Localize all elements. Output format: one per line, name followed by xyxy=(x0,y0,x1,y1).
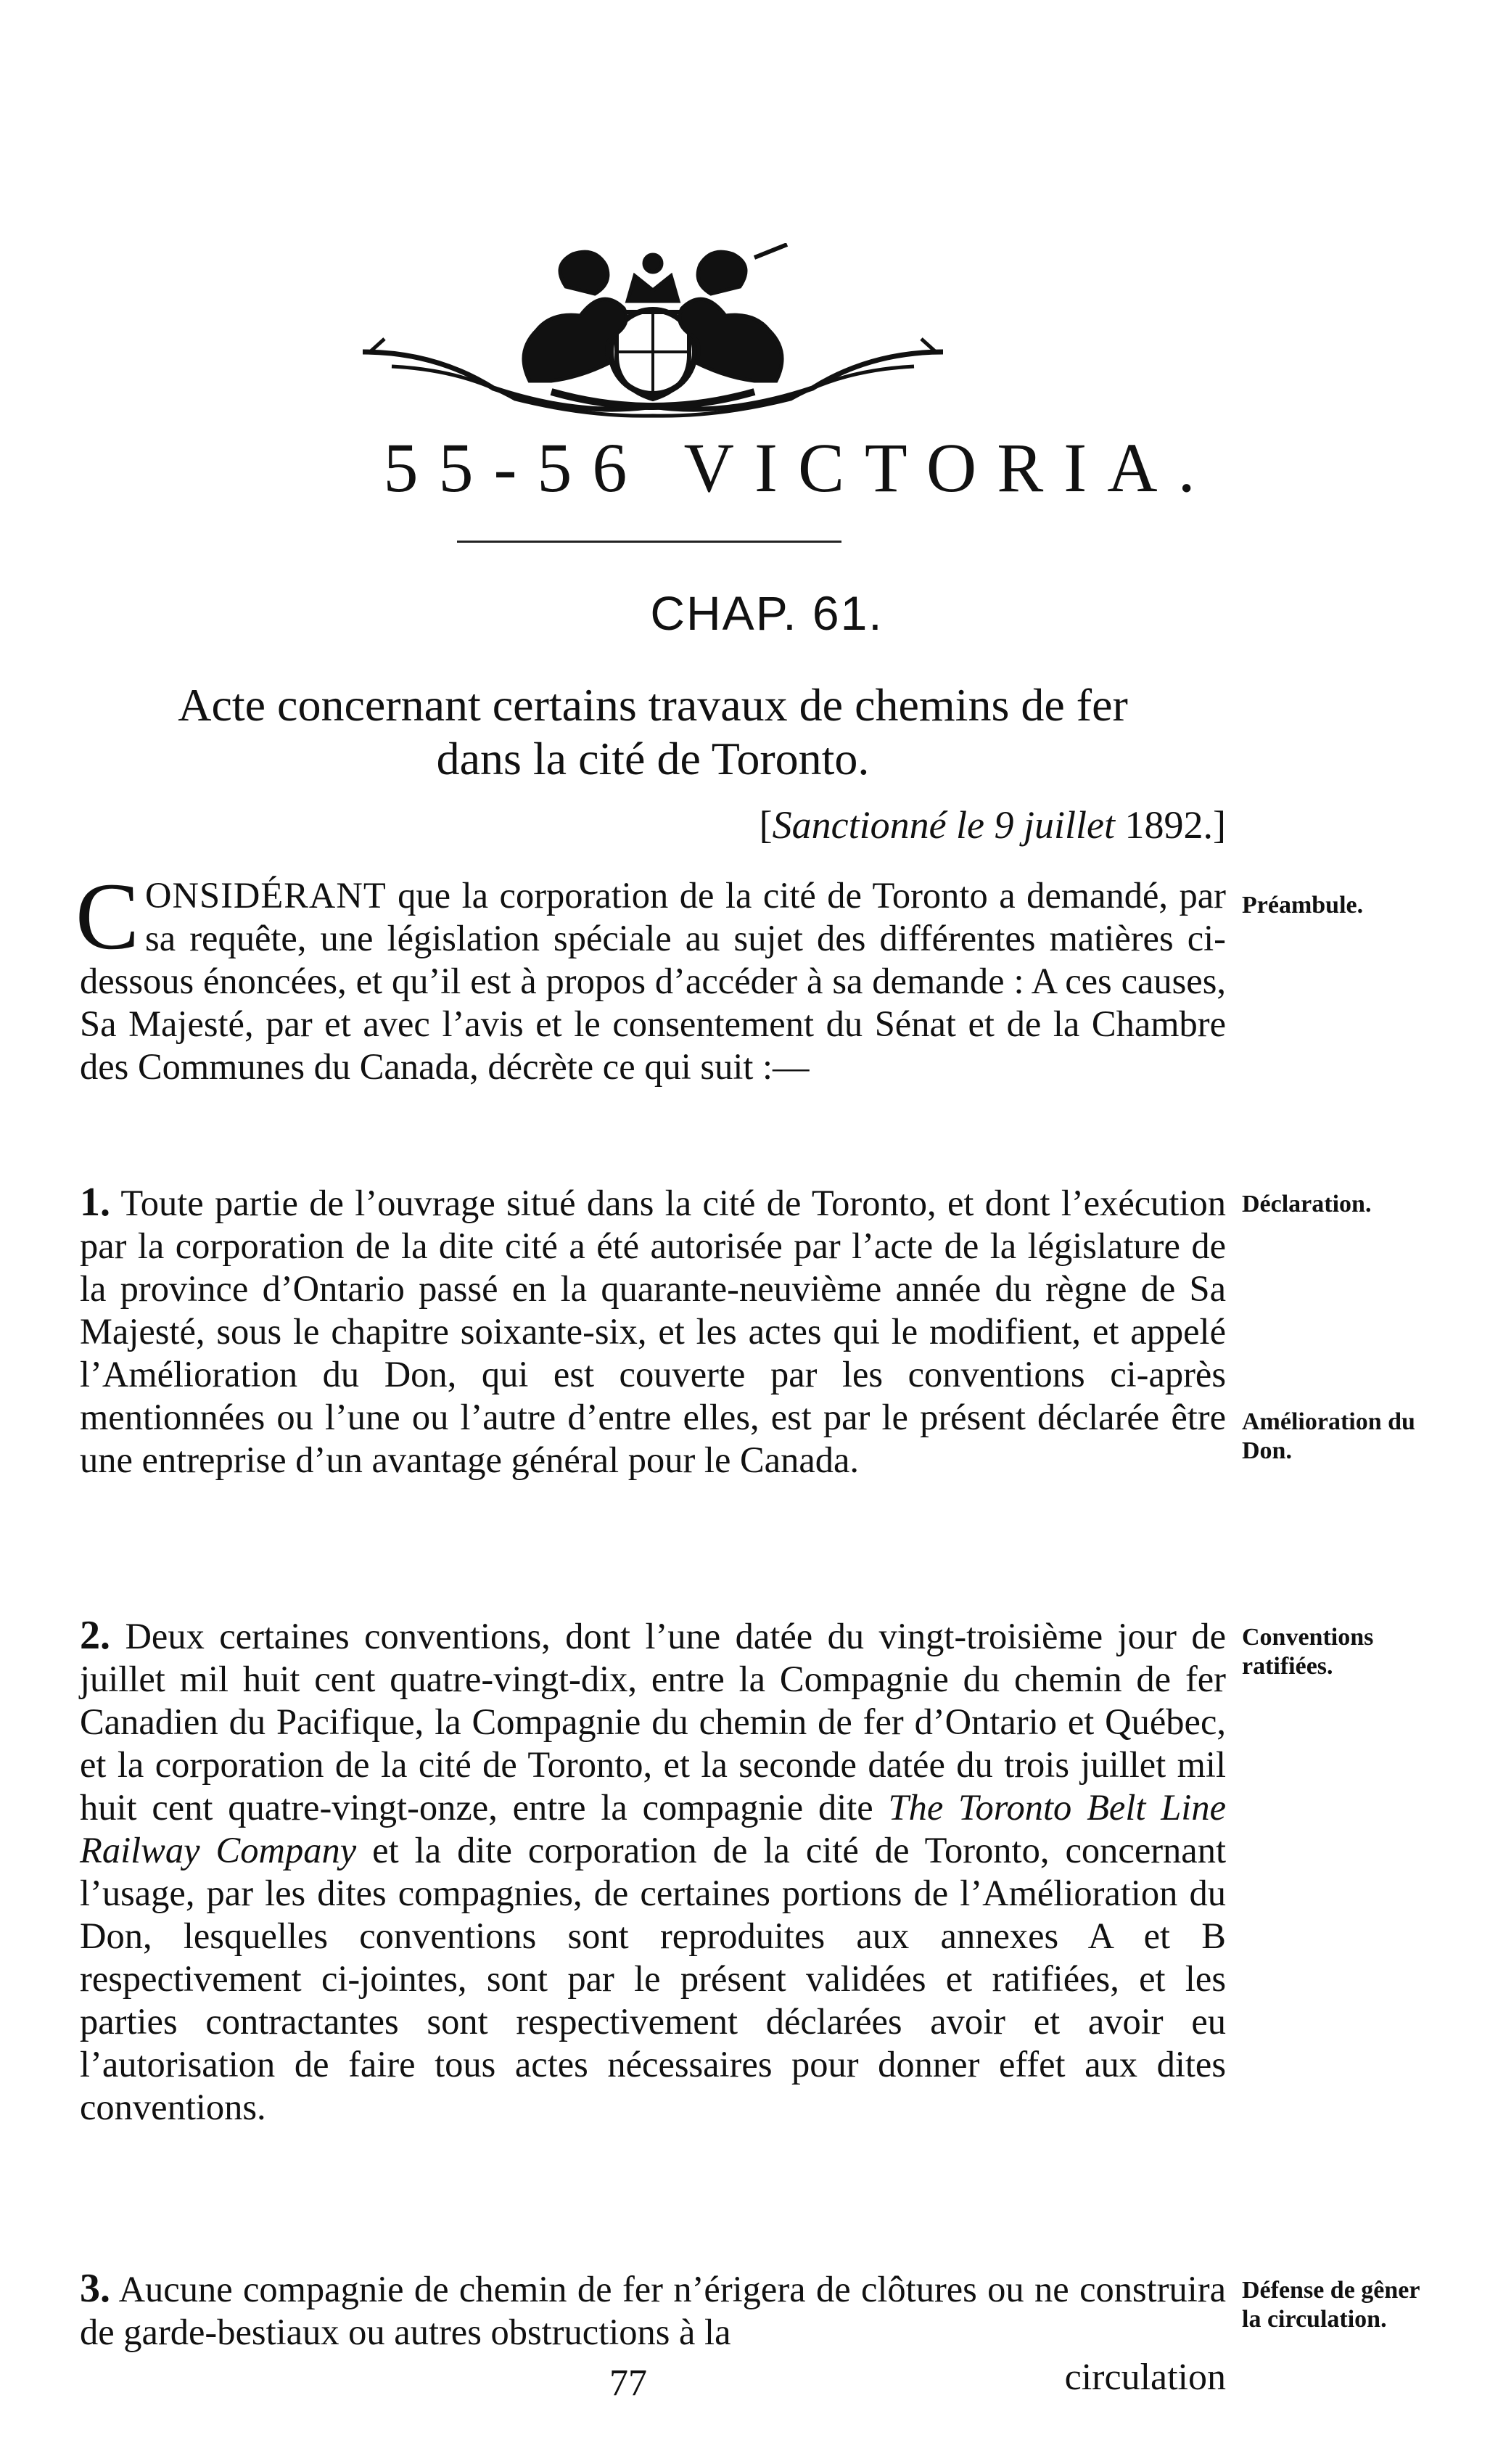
section-2 xyxy=(80,1614,1226,2129)
section-1 xyxy=(80,1181,1226,1482)
drop-cap: C xyxy=(75,863,140,969)
catchword: circulation xyxy=(1064,2357,1226,2398)
company-name: The Toronto Belt Line Railway Company xyxy=(80,1787,1226,1870)
assent-bracket: [ xyxy=(759,803,773,847)
marginal-note-declaration: Déclaration. xyxy=(1242,1191,1372,1217)
page-number: 77 xyxy=(609,2362,647,2404)
marginal-note-preamble: Préambule. xyxy=(1242,892,1364,919)
preamble-paragraph xyxy=(75,863,1226,1088)
chapter-number: CHAP. 61. xyxy=(650,586,884,640)
regnal-year-heading: 55-56 VICTORIA. xyxy=(383,429,1216,506)
assent-year: 1892.] xyxy=(1115,803,1226,847)
divider xyxy=(457,541,841,543)
marginal-note-conventions: Conventions ratifiées. xyxy=(1242,1624,1374,1680)
section-text: et la dite corporation de la cité de Toronto, concernant l’usage, par les dites compagnies, de certaines portions de l’Amélioration du Don, lesquelles conventions sont reproduites aux annexes A et B respectivement ci-jointes, sont par le présent validées et ratifiées, et les parties contractantes sont respectivement déclarées avoir et avoir eu l’autorisation de faire tous actes nécessaires pour donner effet aux dites conventions. xyxy=(80,1830,1227,2127)
section-number: 2. xyxy=(80,1613,110,1658)
marginal-note-don: Amélioration du Don. xyxy=(1242,1408,1415,1464)
act-title xyxy=(73,678,1233,786)
preamble-text: que la corporation de la cité de Toronto a demandé, par sa requête, une législation spéciale au sujet des différentes matières ci-dessous énoncées, et qu’il est à propos d’accéder à sa demande : A ces causes, Sa Majesté, par et avec l’avis et le consentement du Sénat et de la Chambre des Communes du Canada, décrète ce qui suit :— xyxy=(80,875,1226,1087)
section-text: Deux certaines conventions, dont l’une datée du vingt-troisième jour de juillet mil huit cent quatre-vingt-dix, entre la Compagnie du chemin de fer Canadien du Pacifique, la Compagnie du chemin de fer d’Ontario et Québec, et la corporation de la cité de Toronto, et la seconde datée du trois juillet mil huit cent quatre-vingt-onze, entre la compagnie dite xyxy=(80,1616,1226,1828)
act-title-line: Acte concernant certains travaux de chemins de fer xyxy=(178,679,1128,731)
section-text: Aucune compagnie de chemin de fer n’érigera de clôtures ou ne construira de garde-bestiaux ou autres obstructions à la xyxy=(80,2269,1226,2352)
marginal-note-defense: Défense de gêner la circulation. xyxy=(1242,2277,1420,2333)
assent-date xyxy=(609,802,1226,848)
royal-coat-of-arms xyxy=(348,243,958,421)
act-title-line: dans la cité de Toronto. xyxy=(436,733,870,784)
section-number: 1. xyxy=(80,1180,110,1225)
preamble-first-word: ONSIDÉRANT xyxy=(145,875,387,916)
section-number: 3. xyxy=(80,2266,110,2311)
section-3 xyxy=(80,2267,1226,2354)
assent-text: Sanctionné le 9 juillet xyxy=(772,803,1116,847)
section-text: Toute partie de l’ouvrage situé dans la cité de Toronto, et dont l’exécution par la corporation de la dite cité a été autorisée par l’acte de la législature de la province d’Ontario passé en la quarante-neuvième année du règne de Sa Majesté, sous le chapitre soixante-six, et les actes qui le modifient, et appelé l’Amélioration du Don, qui est couverte par les conventions ci-après mentionnées ou l’une ou l’autre d’entre elles, est par le présent déclarée être une entreprise d’un avantage général pour le Canada. xyxy=(80,1183,1226,1480)
